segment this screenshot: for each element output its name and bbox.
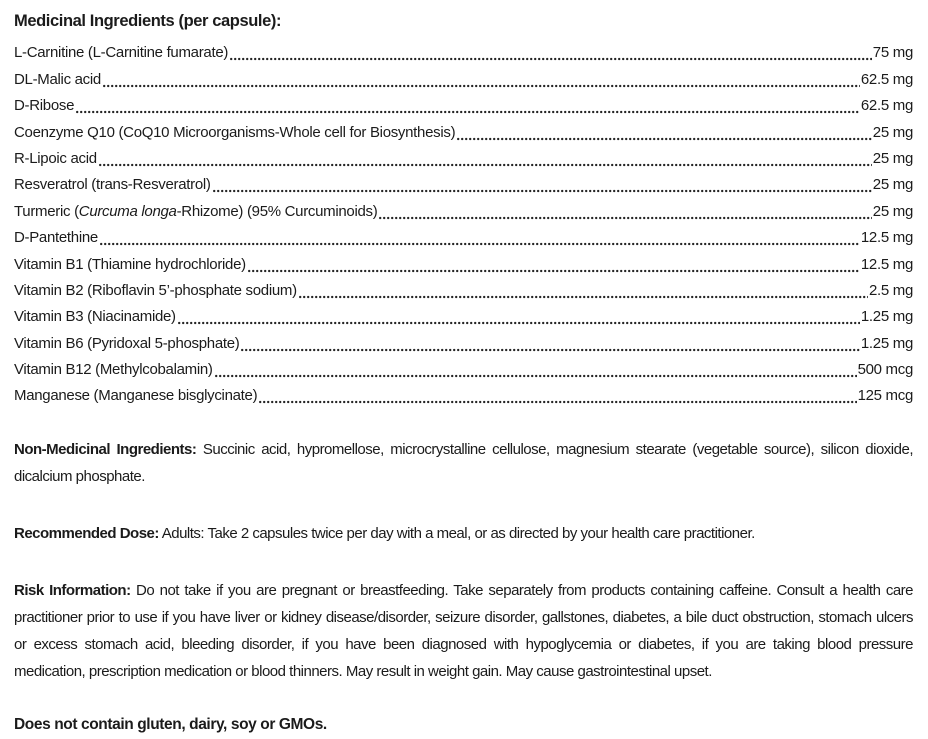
ingredient-name: DL-Malic acid — [14, 70, 101, 88]
dot-leader — [215, 373, 857, 379]
ingredient-amount: 2.5 mg — [868, 281, 913, 299]
recommended-dose-label: Recommended Dose: — [14, 525, 159, 543]
ingredient-name: R-Lipoic acid — [14, 149, 97, 167]
ingredient-row — [14, 327, 913, 353]
dot-leader — [99, 162, 872, 168]
dot-leader — [103, 83, 860, 89]
contains-statement: Does not contain gluten, dairy, soy or GMOs. — [14, 716, 327, 734]
ingredient-row — [14, 354, 913, 380]
ingredient-row — [14, 222, 913, 248]
ingredient-name: Manganese (Manganese bisglycinate) — [14, 387, 258, 405]
ingredient-name: L-Carnitine (L-Carnitine fumarate) — [14, 44, 229, 62]
ingredient-name — [14, 202, 377, 222]
ingredient-name: Vitamin B2 (Riboflavin 5’-phosphate sodium) — [14, 281, 297, 299]
ingredient-name: Vitamin B12 (Methylcobalamin) — [14, 361, 213, 379]
ingredient-amount: 25 mg — [872, 149, 913, 167]
ingredient-row — [14, 63, 913, 89]
ingredient-name-suffix: -Rhizome) (95% Curcuminoids) — [176, 202, 378, 220]
ingredient-table — [14, 37, 913, 406]
dot-leader — [299, 294, 868, 300]
ingredient-amount: 25 mg — [872, 202, 913, 220]
non-medicinal-paragraph — [14, 436, 913, 490]
ingredient-amount: 75 mg — [872, 44, 913, 62]
recommended-dose-paragraph — [14, 520, 913, 547]
ingredient-row — [14, 380, 913, 406]
dot-leader — [213, 188, 872, 194]
risk-information-paragraph — [14, 577, 913, 685]
dot-leader — [76, 109, 860, 115]
ingredient-amount: 500 mcg — [857, 361, 913, 379]
ingredient-row — [14, 143, 913, 169]
dot-leader — [259, 399, 856, 405]
ingredient-row — [14, 37, 913, 63]
ingredient-row — [14, 275, 913, 301]
ingredient-name: D-Ribose — [14, 97, 75, 115]
ingredient-amount: 125 mcg — [857, 387, 913, 405]
ingredient-name-latin: Curcuma longa — [78, 202, 177, 220]
ingredient-amount: 1.25 mg — [860, 308, 913, 326]
ingredient-row — [14, 301, 913, 327]
recommended-dose-text: Adults: Take 2 capsules twice per day with a meal, or as directed by your health care practitioner. — [161, 525, 755, 543]
ingredient-amount: 62.5 mg — [860, 97, 913, 115]
ingredient-row — [14, 195, 913, 221]
dot-leader — [100, 241, 860, 247]
ingredient-amount: 25 mg — [872, 176, 913, 194]
ingredient-name: Vitamin B1 (Thiamine hydrochloride) — [14, 255, 246, 273]
non-medicinal-text: Succinic acid, hypromellose, microcrystalline cellulose, magnesium stearate (vegetable source), silicon dioxide, dicalcium phosphate. — [14, 441, 913, 486]
ingredient-name: D-Pantethine — [14, 229, 98, 247]
ingredient-name: Vitamin B6 (Pyridoxal 5-phosphate) — [14, 334, 240, 352]
ingredient-amount: 12.5 mg — [860, 229, 913, 247]
dot-leader — [178, 320, 860, 326]
ingredient-amount: 1.25 mg — [860, 334, 913, 352]
dot-leader — [379, 215, 871, 221]
ingredient-name: Coenzyme Q10 (CoQ10 Microorganisms-Whole cell for Biosynthesis) — [14, 123, 456, 141]
non-medicinal-label: Non-Medicinal Ingredients: — [14, 441, 197, 459]
dot-leader — [457, 136, 872, 142]
ingredient-name: Resveratrol (trans-Resveratrol) — [14, 176, 211, 194]
ingredient-row — [14, 90, 913, 116]
risk-information-label: Risk Information: — [14, 582, 131, 600]
ingredient-name: Vitamin B3 (Niacinamide) — [14, 308, 176, 326]
ingredient-row — [14, 116, 913, 142]
dot-leader — [248, 268, 860, 274]
dot-leader — [230, 56, 872, 62]
ingredient-amount: 25 mg — [872, 123, 913, 141]
ingredient-amount: 62.5 mg — [860, 70, 913, 88]
ingredient-row — [14, 169, 913, 195]
risk-information-text: Do not take if you are pregnant or breastfeeding. Take separately from products containing caffeine. Consult a health care practitioner prior to use if you have liver or kidney disease/disorder, seizure disorder, gallstones, diabetes, a bile duct obstruction, stomach ulcers or excess stomach acid, bleeding disorder, if you have been diagnosed with hypoglycemia or diabetes, if you are taking blood pressure medication, prescription medication or blood thinners. May result in weight gain. May cause gastrointestinal upset. — [14, 582, 914, 681]
ingredient-row — [14, 248, 913, 274]
ingredient-amount: 12.5 mg — [860, 255, 913, 273]
medicinal-heading: Medicinal Ingredients (per capsule): — [14, 12, 282, 30]
dot-leader — [241, 347, 859, 353]
ingredient-name-prefix: Turmeric ( — [14, 202, 79, 220]
